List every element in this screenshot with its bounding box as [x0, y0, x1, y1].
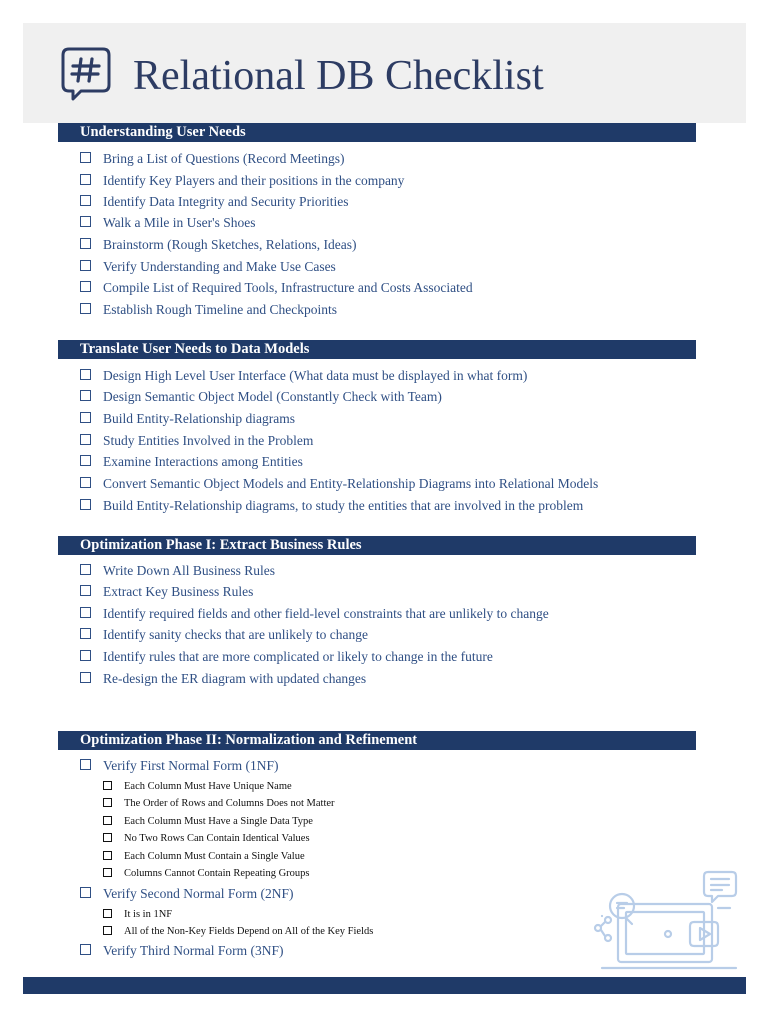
checklist-item[interactable]	[80, 366, 527, 386]
checklist-item-label: Brainstorm (Rough Sketches, Relations, Ideas)	[103, 237, 357, 252]
checklist-item[interactable]	[80, 409, 295, 429]
checklist-item-label: Design Semantic Object Model (Constantly Check with Team)	[103, 389, 442, 404]
checkbox[interactable]	[80, 412, 91, 423]
checklist-item[interactable]	[80, 474, 598, 494]
checkbox[interactable]	[80, 585, 91, 596]
checkbox[interactable]	[80, 477, 91, 488]
checkbox[interactable]	[103, 781, 112, 790]
section-heading-business-rules: Optimization Phase I: Extract Business Rules	[58, 536, 696, 555]
checklist-item[interactable]	[80, 884, 293, 904]
checklist-item[interactable]	[80, 171, 404, 191]
checklist-item[interactable]	[80, 941, 283, 961]
checkbox[interactable]	[103, 833, 112, 842]
checkbox[interactable]	[80, 455, 91, 466]
checklist-item[interactable]	[80, 604, 549, 624]
checkbox[interactable]	[80, 650, 91, 661]
checklist-item[interactable]	[80, 452, 303, 472]
checklist-item-label: Compile List of Required Tools, Infrastructure and Costs Associated	[103, 280, 473, 295]
checkbox[interactable]	[80, 238, 91, 249]
checkbox[interactable]	[103, 816, 112, 825]
checkbox[interactable]	[80, 672, 91, 683]
checklist-item[interactable]	[80, 496, 583, 516]
checklist-subitem-label: Each Column Must Have Unique Name	[124, 781, 292, 792]
checkbox[interactable]	[103, 909, 112, 918]
checkbox[interactable]	[103, 851, 112, 860]
checklist-item-label: Verify First Normal Form (1NF)	[103, 758, 279, 773]
page-title: Relational DB Checklist	[133, 53, 544, 99]
checklist-subitem[interactable]	[103, 795, 335, 812]
checklist-subitem[interactable]	[103, 778, 292, 795]
checkbox[interactable]	[103, 926, 112, 935]
checkbox[interactable]	[80, 281, 91, 292]
checklist-item[interactable]	[80, 213, 255, 233]
checkbox[interactable]	[80, 434, 91, 445]
checkbox[interactable]	[103, 868, 112, 877]
checkbox[interactable]	[80, 499, 91, 510]
hashtag-chat-bubble-icon	[61, 47, 111, 103]
checklist-item[interactable]	[80, 257, 336, 277]
checklist-subitem-label: Each Column Must Contain a Single Value	[124, 851, 305, 862]
checklist-subitem-label: Each Column Must Have a Single Data Type	[124, 816, 313, 827]
checkbox[interactable]	[80, 260, 91, 271]
checklist-subitem[interactable]	[103, 830, 310, 847]
checklist-subitem-label: It is in 1NF	[124, 909, 173, 920]
checklist-subitem-label: Columns Cannot Contain Repeating Groups	[124, 868, 310, 879]
checkbox[interactable]	[80, 216, 91, 227]
checklist-item-label: Bring a List of Questions (Record Meetings)	[103, 151, 345, 166]
checklist-item-label: Identify required fields and other field-level constraints that are unlikely to change	[103, 606, 549, 621]
laptop-chat-illustration-icon	[590, 866, 740, 974]
checkbox[interactable]	[80, 303, 91, 314]
section-heading-normalization: Optimization Phase II: Normalization and Refinement	[58, 731, 696, 750]
checklist-item[interactable]	[80, 192, 349, 212]
checklist-subitem[interactable]	[103, 923, 373, 940]
checklist-item[interactable]	[80, 669, 366, 689]
checklist-subitem-label: The Order of Rows and Columns Does not Matter	[124, 798, 335, 809]
checkbox[interactable]	[80, 195, 91, 206]
checklist-item-label: Identify Key Players and their positions in the company	[103, 173, 405, 188]
checklist-item-label: Establish Rough Timeline and Checkpoints	[103, 302, 338, 317]
checklist-item[interactable]	[80, 561, 275, 581]
checkbox[interactable]	[80, 759, 91, 770]
checkbox[interactable]	[103, 798, 112, 807]
checkbox[interactable]	[80, 607, 91, 618]
checklist-item-label: Examine Interactions among Entities	[103, 454, 303, 469]
checklist-item[interactable]	[80, 431, 313, 451]
checklist-item-label: Identify Data Integrity and Security Priorities	[103, 194, 349, 209]
checklist-subitem[interactable]	[103, 865, 310, 882]
checklist-item[interactable]	[80, 582, 253, 602]
checklist-item-label: Extract Key Business Rules	[103, 584, 254, 599]
checklist-item-label: Write Down All Business Rules	[103, 563, 275, 578]
checklist-item[interactable]	[80, 300, 337, 320]
checklist-item-label: Design High Level User Interface (What data must be displayed in what form)	[103, 368, 528, 383]
checklist-item[interactable]	[80, 149, 344, 169]
header-banner	[23, 23, 746, 123]
section-heading-data-models: Translate User Needs to Data Models	[58, 340, 696, 359]
checklist-item[interactable]	[80, 625, 368, 645]
checkbox[interactable]	[80, 887, 91, 898]
checklist-subitem[interactable]	[103, 813, 313, 830]
checklist-item[interactable]	[80, 278, 473, 298]
checklist-item-label: Verify Understanding and Make Use Cases	[103, 259, 336, 274]
checklist-item-label: Identify sanity checks that are unlikely to change	[103, 627, 369, 642]
checklist-item-label: Verify Third Normal Form (3NF)	[103, 943, 284, 958]
checklist-item-label: Verify Second Normal Form (2NF)	[103, 886, 294, 901]
checklist-item-label: Re-design the ER diagram with updated changes	[103, 671, 367, 686]
checklist-item[interactable]	[80, 647, 493, 667]
checklist-item[interactable]	[80, 756, 279, 776]
checklist-item-label: Study Entities Involved in the Problem	[103, 433, 314, 448]
checklist-subitem[interactable]	[103, 906, 172, 923]
checkbox[interactable]	[80, 174, 91, 185]
checklist-subitem-label: All of the Non-Key Fields Depend on All of the Key Fields	[124, 926, 374, 937]
checkbox[interactable]	[80, 564, 91, 575]
checklist-item-label: Walk a Mile in User's Shoes	[103, 215, 256, 230]
checklist-item-label: Build Entity-Relationship diagrams, to study the entities that are involved in the problem	[103, 498, 584, 513]
checklist-item[interactable]	[80, 235, 356, 255]
checklist-item-label: Build Entity-Relationship diagrams	[103, 411, 295, 426]
checkbox[interactable]	[80, 390, 91, 401]
checkbox[interactable]	[80, 369, 91, 380]
checkbox[interactable]	[80, 152, 91, 163]
section-heading-user-needs: Understanding User Needs	[58, 123, 696, 142]
checkbox[interactable]	[80, 944, 91, 955]
checklist-subitem[interactable]	[103, 848, 305, 865]
footer-bar	[23, 977, 746, 994]
checklist-item[interactable]	[80, 387, 442, 407]
checkbox[interactable]	[80, 628, 91, 639]
checklist-item-label: Identify rules that are more complicated or likely to change in the future	[103, 649, 493, 664]
checklist-subitem-label: No Two Rows Can Contain Identical Values	[124, 833, 310, 844]
checklist-item-label: Convert Semantic Object Models and Entity-Relationship Diagrams into Relational Models	[103, 476, 599, 491]
